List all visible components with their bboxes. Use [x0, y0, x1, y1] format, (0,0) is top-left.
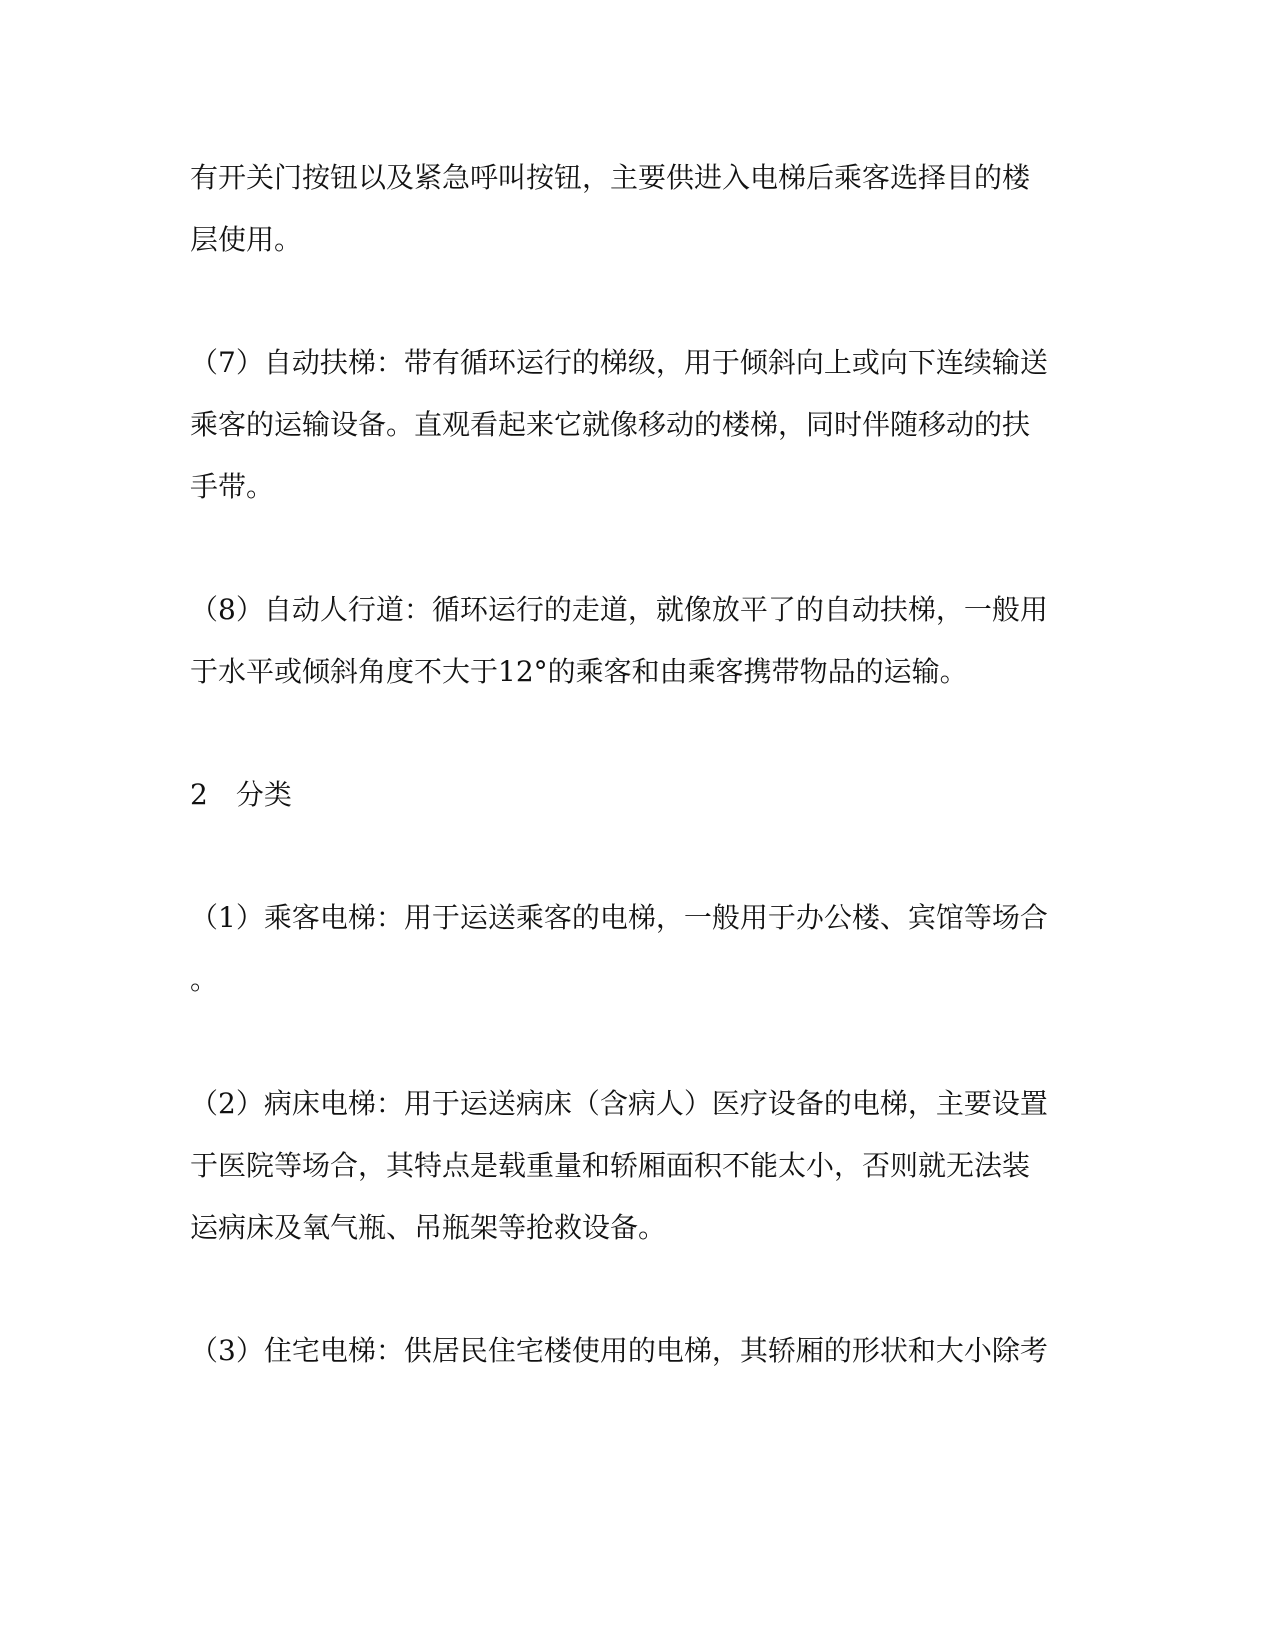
paragraph-line: （2）病床电梯：用于运送病床（含病人）医疗设备的电梯，主要设置 [190, 1087, 1048, 1120]
paragraph-line: （8）自动人行道：循环运行的走道，就像放平了的自动扶梯，一般用 [190, 593, 1048, 626]
section-heading: 2 分类 [190, 778, 292, 811]
paragraph-line: 运病床及氧气瓶、吊瓶架等抢救设备。 [190, 1211, 667, 1244]
paragraph-line: 层使用。 [190, 223, 303, 256]
paragraph-line: （1）乘客电梯：用于运送乘客的电梯，一般用于办公楼、宾馆等场合 [190, 901, 1048, 934]
paragraph-line: 。 [190, 963, 219, 996]
paragraph-line: 于医院等场合，其特点是载重量和轿厢面积不能太小，否则就无法装 [190, 1149, 1031, 1182]
paragraph-line: 乘客的运输设备。直观看起来它就像移动的楼梯，同时伴随移动的扶 [190, 408, 1031, 441]
paragraph-line: 手带。 [190, 470, 275, 503]
paragraph-line: （7）自动扶梯：带有循环运行的梯级，用于倾斜向上或向下连续输送 [190, 346, 1048, 379]
paragraph-line: 于水平或倾斜角度不大于12°的乘客和由乘客携带物品的运输。 [190, 655, 968, 688]
paragraph-line: （3）住宅电梯：供居民住宅楼使用的电梯，其轿厢的形状和大小除考 [190, 1334, 1048, 1367]
paragraph-line: 有开关门按钮以及紧急呼叫按钮，主要供进入电梯后乘客选择目的楼 [190, 161, 1031, 194]
